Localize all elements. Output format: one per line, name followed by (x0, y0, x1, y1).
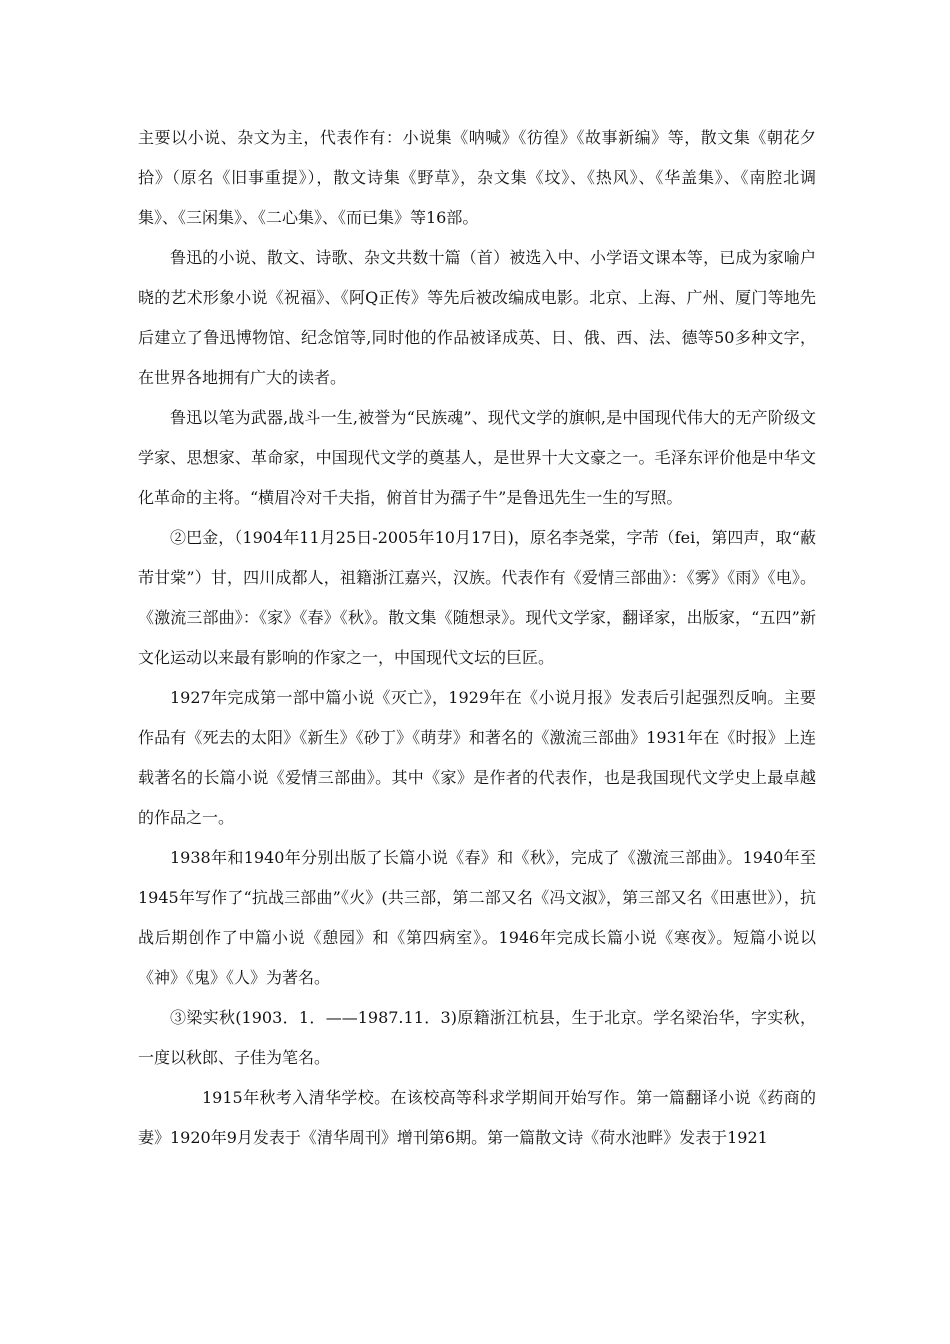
paragraph-3: 鲁迅以笔为武器,战斗一生,被誉为“民族魂”、现代文学的旗帜,是中国现代伟大的无产阶级文学家、思想家、革命家，中国现代文学的奠基人，是世界十大文豪之一。毛泽东评价他是中华文化革命的主将。“横眉冷对千夫指，俯首甘为孺子牛”是鲁迅先生一生的写照。 (138, 408, 816, 507)
paragraph-5: 1927年完成第一部中篇小说《灭亡》，1929年在《小说月报》发表后引起强烈反响。主要作品有《死去的太阳》《新生》《砂丁》《萌芽》和著名的《激流三部曲》1931年在《时报》上连载著名的长篇小说《爱情三部曲》。其中《家》是作者的代表作，也是我国现代文学史上最卓越的作品之一。 (138, 688, 816, 827)
document-body (138, 118, 816, 1158)
paragraph-4: ②巴金，（1904年11月25日-2005年10月17日)，原名李尧棠，字芾（fei，第四声，取“蔽芾甘棠”）甘，四川成都人，祖籍浙江嘉兴，汉族。代表作有《爱情三部曲》：《雾》《雨》《电》。《激流三部曲》：《家》《春》《秋》。散文集《随想录》。现代文学家，翻译家，出版家，“五四”新文化运动以来最有影响的作家之一，中国现代文坛的巨匠。 (138, 528, 816, 667)
paragraph-8: 1915年秋考入清华学校。在该校高等科求学期间开始写作。第一篇翻译小说《药商的妻》1920年9月发表于《清华周刊》增刊第6期。第一篇散文诗《荷水池畔》发表于1921 (138, 1088, 816, 1147)
paragraph-1: 主要以小说、杂文为主，代表作有：小说集《呐喊》《彷徨》《故事新编》等，散文集《朝花夕拾》（原名《旧事重提》），散文诗集《野草》，杂文集《坟》、《热风》、《华盖集》、《南腔北调集》、《三闲集》、《二心集》、《而已集》等16部。 (138, 128, 816, 227)
paragraph-2: 鲁迅的小说、散文、诗歌、杂文共数十篇（首）被选入中、小学语文课本等，已成为家喻户晓的艺术形象小说《祝福》、《阿Q正传》等先后被改编成电影。北京、上海、广州、厦门等地先后建立了鲁迅博物馆、纪念馆等,同时他的作品被译成英、日、俄、西、法、德等50多种文字，在世界各地拥有广大的读者。 (138, 248, 816, 387)
paragraph-6: 1938年和1940年分别出版了长篇小说《春》和《秋》，完成了《激流三部曲》。1940年至1945年写作了“抗战三部曲”《火》(共三部，第二部又名《冯文淑》，第三部又名《田惠世》），抗战后期创作了中篇小说《憩园》和《第四病室》。1946年完成长篇小说《寒夜》。短篇小说以《神》《鬼》《人》为著名。 (138, 848, 816, 987)
paragraph-7: ③梁实秋(1903．1．——1987.11．3)原籍浙江杭县，生于北京。学名梁治华，字实秋，一度以秋郎、子佳为笔名。 (138, 1008, 816, 1067)
